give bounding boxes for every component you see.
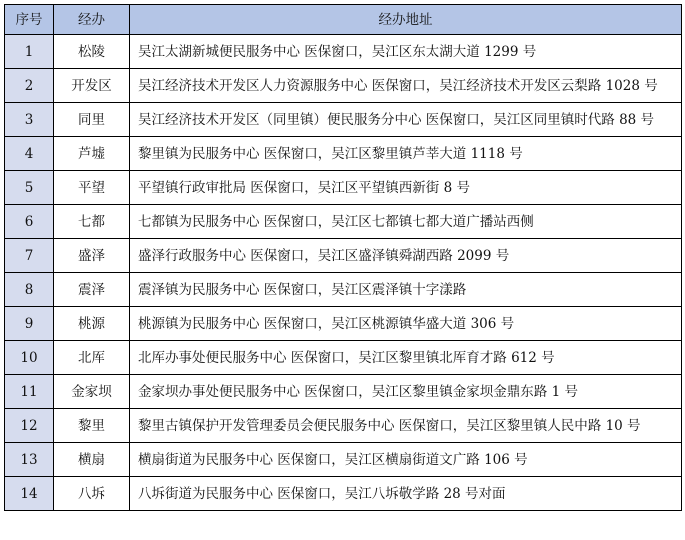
row-area: 八坼 <box>54 477 130 511</box>
row-address: 横扇街道为民服务中心 医保窗口，吴江区横扇街道文广路 106 号 <box>130 443 682 477</box>
row-area: 黎里 <box>54 409 130 443</box>
table-row <box>5 477 682 511</box>
table-row <box>5 35 682 69</box>
row-address: 盛泽行政服务中心 医保窗口，吴江区盛泽镇舜湖西路 2099 号 <box>130 239 682 273</box>
row-number: 13 <box>5 443 54 477</box>
row-number: 12 <box>5 409 54 443</box>
row-address: 北厍办事处便民服务中心 医保窗口，吴江区黎里镇北厍育才路 612 号 <box>130 341 682 375</box>
row-area: 桃源 <box>54 307 130 341</box>
row-address: 八坼街道为民服务中心 医保窗口，吴江八坼敬学路 28 号对面 <box>130 477 682 511</box>
office-address-table <box>4 4 682 511</box>
row-number: 14 <box>5 477 54 511</box>
header-row <box>5 5 682 35</box>
header-address: 经办地址 <box>130 5 682 35</box>
row-area: 芦墟 <box>54 137 130 171</box>
row-area: 盛泽 <box>54 239 130 273</box>
table-row <box>5 137 682 171</box>
office-address-table-container <box>4 4 682 511</box>
table-row <box>5 69 682 103</box>
row-address: 震泽镇为民服务中心 医保窗口，吴江区震泽镇十字漾路 <box>130 273 682 307</box>
table-row <box>5 273 682 307</box>
row-area: 横扇 <box>54 443 130 477</box>
row-area: 七都 <box>54 205 130 239</box>
row-area: 平望 <box>54 171 130 205</box>
row-address: 吴江经济技术开发区人力资源服务中心 医保窗口，吴江经济技术开发区云梨路 1028 号 <box>130 69 682 103</box>
table-body <box>5 35 682 511</box>
row-area: 金家坝 <box>54 375 130 409</box>
row-number: 11 <box>5 375 54 409</box>
table-row <box>5 205 682 239</box>
table-row <box>5 307 682 341</box>
table-header <box>5 5 682 35</box>
row-number: 2 <box>5 69 54 103</box>
table-row <box>5 375 682 409</box>
row-address: 桃源镇为民服务中心 医保窗口，吴江区桃源镇华盛大道 306 号 <box>130 307 682 341</box>
table-row <box>5 171 682 205</box>
row-address: 吴江太湖新城便民服务中心 医保窗口，吴江区东太湖大道 1299 号 <box>130 35 682 69</box>
row-area: 同里 <box>54 103 130 137</box>
header-area: 经办 <box>54 5 130 35</box>
table-row <box>5 103 682 137</box>
row-address: 黎里镇为民服务中心 医保窗口，吴江区黎里镇芦莘大道 1118 号 <box>130 137 682 171</box>
table-row <box>5 341 682 375</box>
row-area: 开发区 <box>54 69 130 103</box>
row-number: 9 <box>5 307 54 341</box>
row-number: 3 <box>5 103 54 137</box>
row-address: 金家坝办事处便民服务中心 医保窗口，吴江区黎里镇金家坝金鼎东路 1 号 <box>130 375 682 409</box>
header-no: 序号 <box>5 5 54 35</box>
table-row <box>5 443 682 477</box>
row-area: 松陵 <box>54 35 130 69</box>
row-number: 1 <box>5 35 54 69</box>
row-number: 8 <box>5 273 54 307</box>
row-address: 平望镇行政审批局 医保窗口，吴江区平望镇西新街 8 号 <box>130 171 682 205</box>
row-number: 4 <box>5 137 54 171</box>
table-row <box>5 409 682 443</box>
row-area: 震泽 <box>54 273 130 307</box>
table-row <box>5 239 682 273</box>
row-number: 10 <box>5 341 54 375</box>
row-address: 七都镇为民服务中心 医保窗口，吴江区七都镇七都大道广播站西侧 <box>130 205 682 239</box>
row-number: 6 <box>5 205 54 239</box>
row-number: 7 <box>5 239 54 273</box>
row-address: 吴江经济技术开发区（同里镇）便民服务分中心 医保窗口，吴江区同里镇时代路 88 号 <box>130 103 682 137</box>
row-number: 5 <box>5 171 54 205</box>
row-area: 北厍 <box>54 341 130 375</box>
row-address: 黎里古镇保护开发管理委员会便民服务中心 医保窗口，吴江区黎里镇人民中路 10 号 <box>130 409 682 443</box>
